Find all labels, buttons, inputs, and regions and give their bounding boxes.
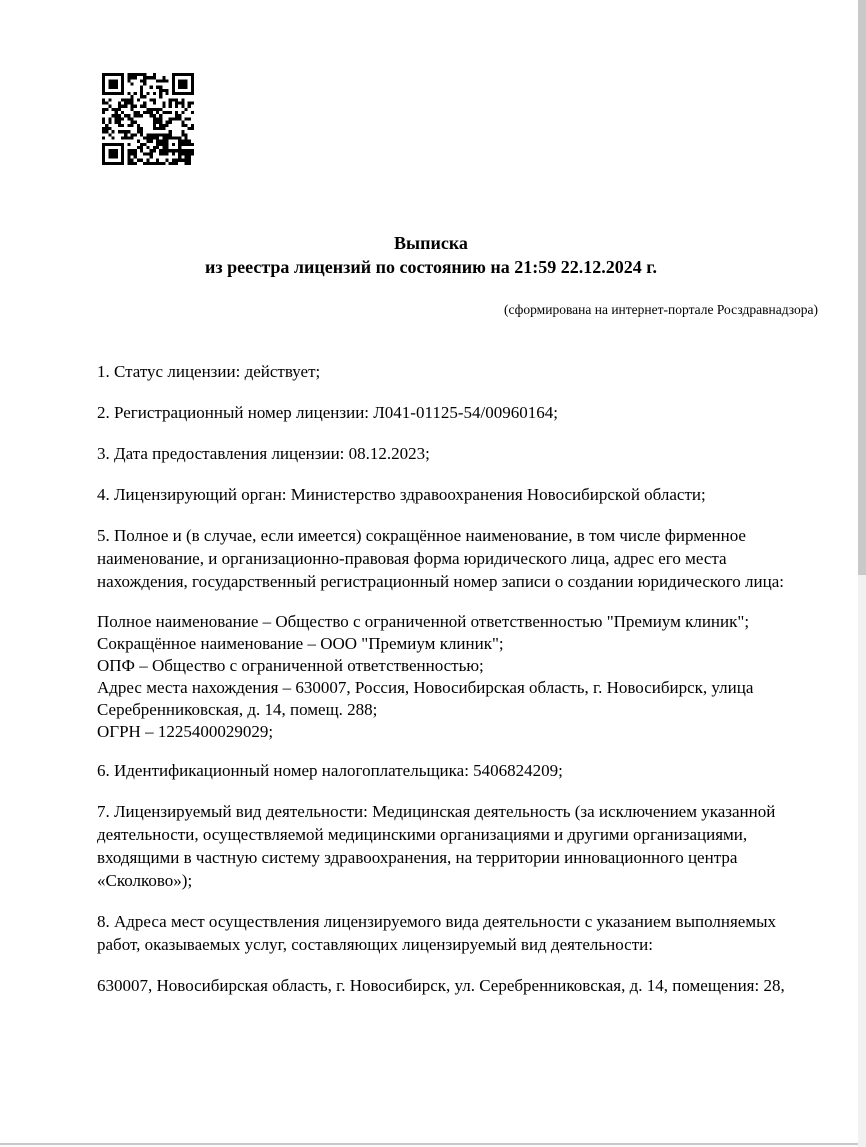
legal-address-line: Адрес места нахождения – 630007, Россия, Новосибирская область, г. Новосибирск, улица Серебренниковская, д. 14, помещ. 288; — [97, 678, 754, 719]
qr-code-icon — [102, 73, 194, 165]
names-intro-paragraph: 5. Полное и (в случае, если имеется) сокращённое наименование, в том числе фирменное наименование, и организационно-правовая форма юридического лица, адрес его места нахождения, государственный регистрационный номер записи о создании юридического лица: — [97, 526, 785, 591]
scrollbar-thumb[interactable] — [858, 0, 866, 575]
organization-details-block — [97, 611, 797, 743]
license-reg-number-line: 2. Регистрационный номер лицензии: Л041-01125-54/00960164; — [97, 403, 558, 422]
license-status-line: 1. Статус лицензии: действует; — [97, 362, 321, 381]
activity-address-line: 630007, Новосибирская область, г. Новосибирск, ул. Серебренниковская, д. 14, помещения: 28, — [97, 976, 785, 995]
document-title-line1: Выписка — [394, 233, 468, 253]
scrollbar[interactable] — [858, 0, 866, 1147]
license-grant-date-line: 3. Дата предоставления лицензии: 08.12.2023; — [97, 444, 430, 463]
activity-addresses-intro-paragraph: 8. Адреса мест осуществления лицензируемого вида деятельности с указанием выполняемых работ, оказываемых услуг, составляющих лицензируемый вид деятельности: — [97, 912, 776, 954]
short-name-line: Сокращённое наименование – ООО "Премиум клиник"; — [97, 634, 504, 653]
full-name-line: Полное наименование – Общество с ограниченной ответственностью "Премиум клиник"; — [97, 612, 750, 631]
document-title-line2: из реестра лицензий по состоянию на 21:59 22.12.2024 г. — [205, 257, 657, 277]
licensed-activity-paragraph: 7. Лицензируемый вид деятельности: Медицинская деятельность (за исключением указанной деятельности, осуществляемой медицинскими организациями и другими организациями, входящими в частную систему здравоохранения, на территории инновационного центра «Сколково»); — [97, 802, 776, 890]
ogrn-line: ОГРН – 1225400029029; — [97, 722, 274, 741]
licensing-authority-line: 4. Лицензирующий орган: Министерство здравоохранения Новосибирской области; — [97, 485, 706, 504]
document-body — [97, 360, 797, 1015]
inn-line: 6. Идентификационный номер налогоплательщика: 5406824209; — [97, 761, 563, 780]
opf-line: ОПФ – Общество с ограниченной ответственностью; — [97, 656, 484, 675]
document-subtitle: (сформирована на интернет-портале Росздравнадзора) — [503, 302, 818, 317]
document-title — [97, 231, 765, 279]
